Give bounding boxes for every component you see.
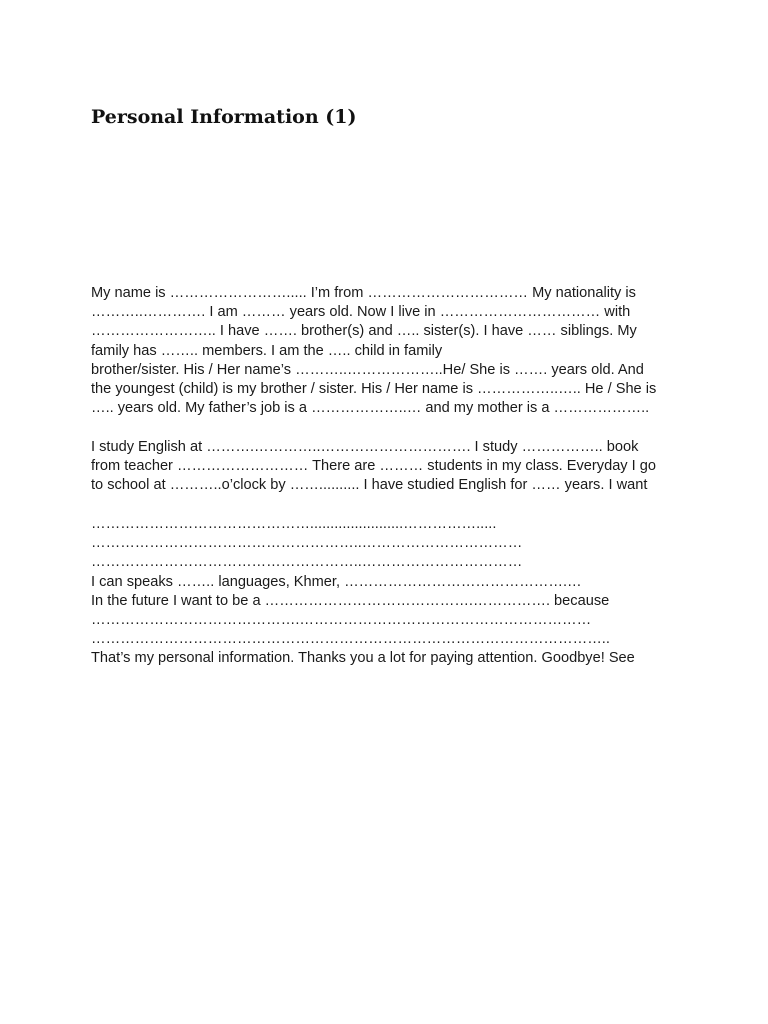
text-line: brother/sister. His / Her name’s ………..………………..He/ She is ……. years old. And	[91, 361, 644, 378]
text-line: from teacher ……………………… There are ……… students in my class. Everyday I go	[91, 458, 657, 475]
text-line: ……………………………………….......................…………….....	[91, 516, 497, 532]
text-line: In the future I want to be a …………………………………….……………. because	[91, 592, 610, 609]
text-line: …………………….. I have ……. brother(s) and ….. sister(s). I have …… siblings. My	[91, 323, 637, 340]
text-line: …………………………………….……………………………………………………	[91, 611, 592, 628]
text-line: the youngest (child) is my brother / sister. His / Her name is ……………..….. He / She is	[91, 380, 657, 397]
text-line: ………………………………………………..……………………………	[91, 554, 523, 571]
paragraph-future	[91, 515, 691, 669]
text-line: My name is ……………………..... I’m from …………………………… My nationality is	[91, 285, 636, 301]
page-title: Personal Information (1)	[91, 106, 357, 128]
paragraph-personal-details	[91, 284, 691, 418]
text-line: That’s my personal information. Thanks you a lot for paying attention. Goodbye! See	[91, 650, 635, 667]
text-line: ………………………………………………..……………………………	[91, 535, 523, 552]
paragraph-study	[91, 438, 691, 496]
text-line: ………..…………. I am ……… years old. Now I live in …………………………… with	[91, 304, 631, 321]
text-line: family has …….. members. I am the ….. child in family	[91, 342, 443, 359]
text-line: I study English at ……….…………..…………………………. I study …………….. book	[91, 439, 639, 455]
text-line: ….. years old. My father’s job is a ………………..… and my mother is a ………………..	[91, 400, 650, 417]
text-line: I can speaks …….. languages, Khmer, ……………………………………….…	[91, 573, 582, 590]
text-line: to school at ………..o’clock by …….......... I have studied English for …… years. I want	[91, 477, 648, 494]
text-line: ……………………………………………………………………………………………..	[91, 631, 610, 648]
